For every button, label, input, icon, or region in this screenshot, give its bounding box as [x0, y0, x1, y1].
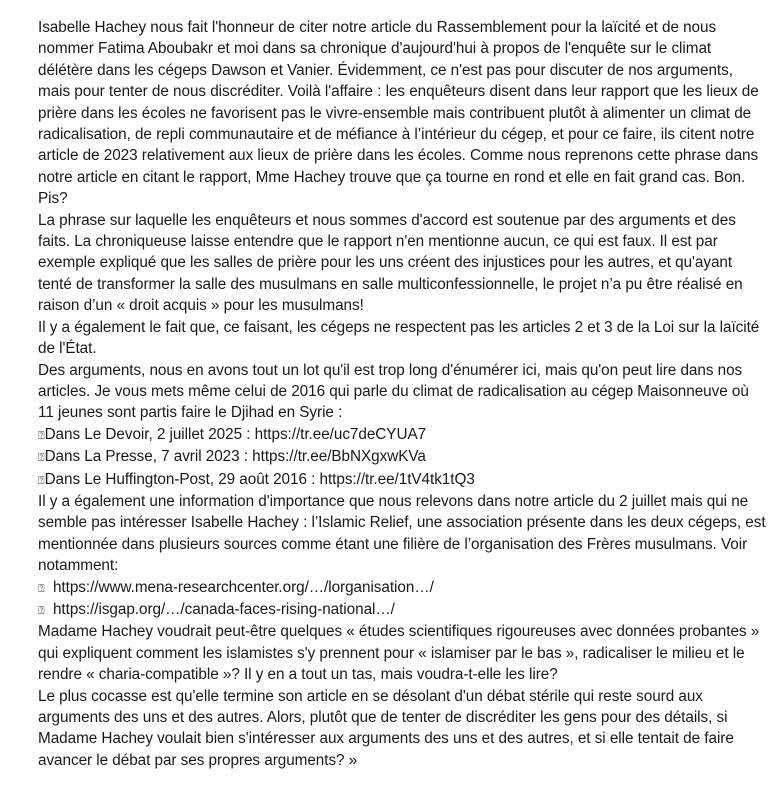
paragraph-conclusion: Le plus cocasse est qu'elle termine son article en se désolant d'un débat stérile qui reste sourd aux arguments des uns et des autres. Alors, plutôt que de tenter de discréditer les gens pour des détails, si Madame Hachey voulait bien s'intéresser aux arguments des uns et des autres, et si elle tentait de faire avancer le débat par ses propres arguments? »: [38, 687, 734, 769]
article-link-presse: [38, 446, 768, 468]
paragraph-facts: La phrase sur laquelle les enquêteurs et nous sommes d'accord est soutenue par des arguments et des faits. La chroniqueuse laisse entendre que le rapport n'en mentionne aucun, ce qui est faux. Il est par exemple expliqué que les salles de prière pour les uns créent des injustices pour les autres, et qu'ayant tenté de transformer la salle des musulmans en salle multiconfessionnelle, le projet n’a pu être réalisé en raison d’un « droit acquis » pour les musulmans!: [38, 211, 743, 315]
source-link-isgap: [38, 599, 768, 621]
paragraph-law: Il y a également le fait que, ce faisant, les cégeps ne respectent pas les articles 2 et 3 de la Loi sur la laïcité de l'État.: [38, 318, 760, 358]
article-text[interactable]: Dans Le Huffington-Post, 29 août 2016 : https://tr.ee/1tV4tk1tQ3: [44, 470, 475, 488]
article-text[interactable]: Dans Le Devoir, 2 juillet 2025 : https://tr.ee/uc7deCYUA7: [44, 425, 427, 443]
document-body: [38, 17, 768, 771]
bullet-icon: ⍰: [38, 451, 45, 465]
article-link-huffpost: [38, 469, 768, 491]
paragraph-intro: Isabelle Hachey nous fait l'honneur de citer notre article du Rassemblement pour la laïcité et de nous nommer Fatima Aboubakr et moi dans sa chronique d'aujourd'hui à propos de l'enquête sur le climat délétère dans les cégeps Dawson et Vanier. Évidemment, ce n'est pas pour discuter de nos arguments, mais pour tenter de nous discréditer. Voilà l'affaire : les enquêteurs disent dans leur rapport que les lieux de prière dans les écoles ne favorisent pas le vivre-ensemble mais contribuent plutôt à alimenter un climat de radicalisation, de repli communautaire et de méfiance à l’intérieur du cégep, et pour ce faire, ils citent notre article de 2023 relativement aux lieux de prière dans les écoles. Comme nous reprenons cette phrase dans notre article en citant le rapport, Mme Hachey trouve que ça tourne en rond et elle en fait grand cas. Bon. Pis?: [38, 19, 759, 208]
bullet-icon: ⍰: [38, 581, 45, 595]
bullet-icon: ⍰: [38, 428, 45, 442]
paragraph-studies: Madame Hachey voudrait peut-être quelques « études scientifiques rigoureuses avec données probantes » qui expliquent comment les islamistes s'y prennent pour « islamiser par le bas », radicaliser le milieu et le rendre « charia-compatible »? Il y en a tout un tas, mais voudra-t-elle les lire?: [38, 623, 760, 684]
paragraph-islamic-relief: Il y a également une information d'importance que nous relevons dans notre article du 2 juillet mais qui ne semble pas intéresser Isabelle Hachey : l’Islamic Relief, une association présente dans les deux cégeps, est mentionnée dans plusieurs sources comme étant une filière de l’organisation des Frères musulmans. Voir notamment:: [38, 492, 766, 575]
source-url[interactable]: https://isgap.org/…/canada-faces-rising-national…/: [52, 600, 395, 618]
source-url[interactable]: https://www.mena-researchcenter.org/…/lorganisation…/: [52, 578, 434, 596]
article-link-devoir: [38, 424, 768, 446]
bullet-icon: ⍰: [38, 473, 45, 487]
source-link-mena: [38, 577, 768, 599]
bullet-icon: ⍰: [38, 603, 45, 617]
article-text[interactable]: Dans La Presse, 7 avril 2023 : https://tr.ee/BbNXgxwKVa: [44, 448, 426, 466]
paragraph-arguments: Des arguments, nous en avons tout un lot qu'il est trop long d'énumérer ici, mais qu'on peut lire dans nos articles. Je vous mets même celui de 2016 qui parle du climat de radicalisation au cégep Maisonneuve où 11 jeunes sont partis faire le Djihad en Syrie :: [38, 361, 749, 422]
